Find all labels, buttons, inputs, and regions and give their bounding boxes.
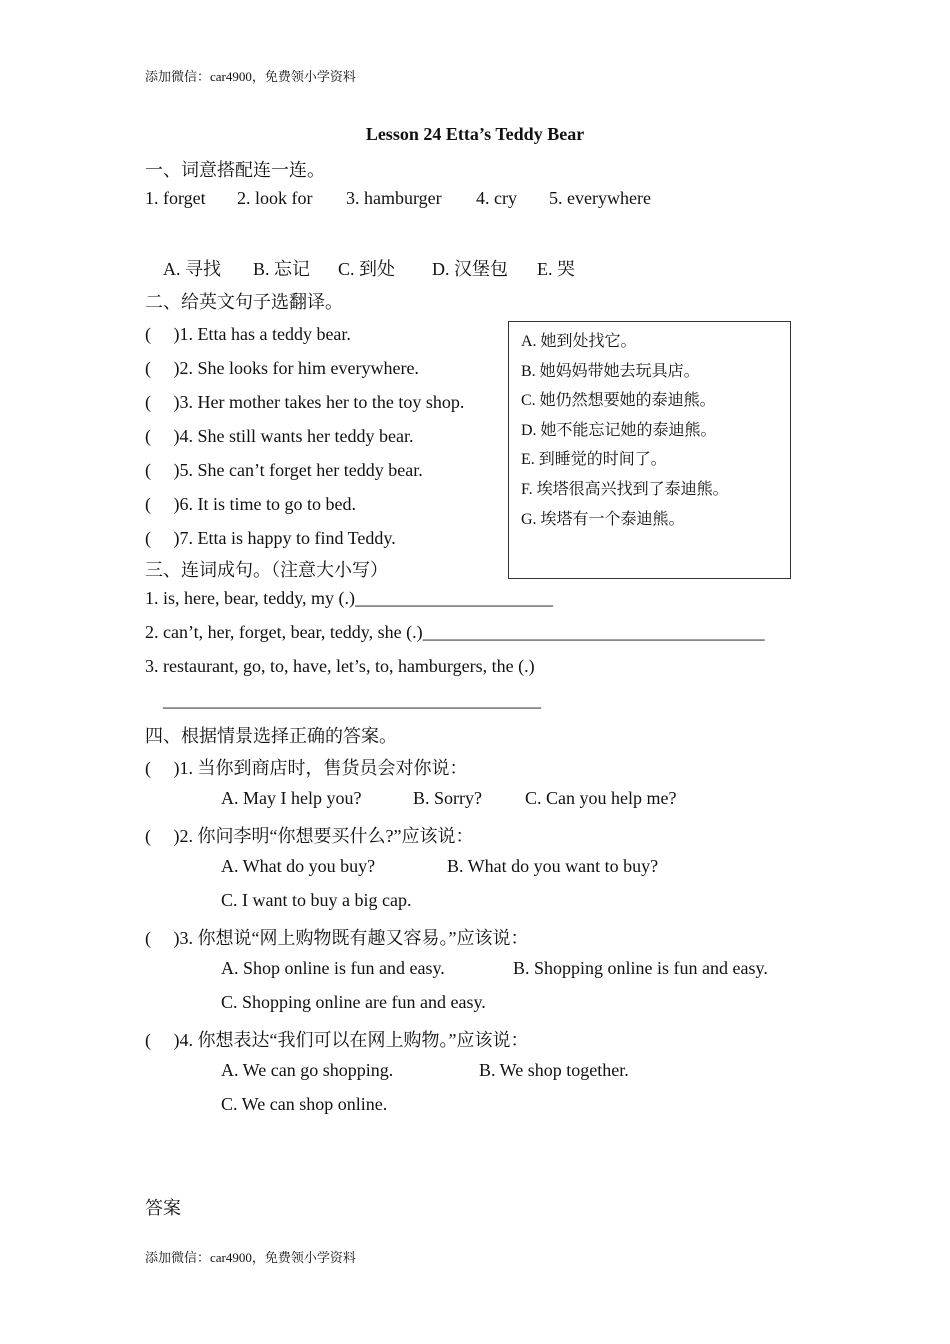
page-header: 添加微信：car4900，免费领小学资料 <box>145 69 356 84</box>
sentence-item: ( )2. She looks for him everywhere. <box>145 358 419 378</box>
page-title: Lesson 24 Etta’s Teddy Bear <box>365 124 585 144</box>
sentence-item: ( )6. It is time to go to bed. <box>145 494 356 514</box>
answer-heading: 答案 <box>145 1198 181 1218</box>
translation-option: B. 她妈妈带她去玩具店。 <box>521 363 700 380</box>
sentence-item: ( )1. Etta has a teddy bear. <box>145 324 351 344</box>
translation-option: E. 到睡觉的时间了。 <box>521 451 667 468</box>
page-footer: 添加微信：car4900，免费领小学资料 <box>145 1250 356 1265</box>
sentence-item: ( )3. Her mother takes her to the toy shop. <box>145 392 465 412</box>
meaning-item: E. 哭 <box>537 259 575 279</box>
section4-heading: 四、根据情景选择正确的答案。 <box>145 726 397 746</box>
meaning-item: B. 忘记 <box>253 259 311 279</box>
section2-heading: 二、给英文句子选翻译。 <box>145 292 343 312</box>
answer-line: __________________________________________ <box>163 690 541 710</box>
question-stem: ( )1. 当你到商店时，售货员会对你说： <box>145 758 468 778</box>
choice-a: A. We can go shopping. <box>221 1060 394 1080</box>
choice-c: C. I want to buy a big cap. <box>221 890 412 910</box>
choice-c: C. Can you help me? <box>525 788 677 808</box>
choice-a: A. Shop online is fun and easy. <box>221 958 445 978</box>
sentence-build-item: 2. can’t, her, forget, bear, teddy, she (.)______________________________________ <box>145 622 765 642</box>
choice-b: B. We shop together. <box>479 1060 629 1080</box>
section3-heading: 三、连词成句。（注意大小写） <box>145 560 388 580</box>
translation-option: C. 她仍然想要她的泰迪熊。 <box>521 392 716 409</box>
word-item: 1. forget <box>145 188 206 208</box>
word-item: 2. look for <box>237 188 313 208</box>
translation-option: F. 埃塔很高兴找到了泰迪熊。 <box>521 481 729 498</box>
choice-b: B. Sorry? <box>413 788 482 808</box>
choice-b: B. What do you want to buy? <box>447 856 659 876</box>
sentence-build-item: 3. restaurant, go, to, have, let’s, to, hamburgers, the (.) <box>145 656 535 676</box>
question-stem: ( )2. 你问李明“你想要买什么?”应该说： <box>145 826 474 846</box>
choice-a: A. May I help you? <box>221 788 362 808</box>
choice-c: C. We can shop online. <box>221 1094 388 1114</box>
translation-option: A. 她到处找它。 <box>521 333 637 350</box>
translation-option: G. 埃塔有一个泰迪熊。 <box>521 511 685 528</box>
sentence-item: ( )4. She still wants her teddy bear. <box>145 426 414 446</box>
word-item: 5. everywhere <box>549 188 651 208</box>
choice-b: B. Shopping online is fun and easy. <box>513 958 768 978</box>
meaning-item: D. 汉堡包 <box>432 259 508 279</box>
section1-heading: 一、词意搭配连一连。 <box>145 160 325 180</box>
sentence-item: ( )7. Etta is happy to find Teddy. <box>145 528 396 548</box>
sentence-item: ( )5. She can’t forget her teddy bear. <box>145 460 423 480</box>
sentence-build-item: 1. is, here, bear, teddy, my (.)______________________ <box>145 588 554 608</box>
question-stem: ( )4. 你想表达“我们可以在网上购物。”应该说： <box>145 1030 529 1050</box>
meaning-item: C. 到处 <box>338 259 396 279</box>
meaning-item: A. 寻找 <box>163 259 221 279</box>
choice-a: A. What do you buy? <box>221 856 376 876</box>
translation-options-box <box>508 321 791 579</box>
word-item: 3. hamburger <box>346 188 442 208</box>
word-item: 4. cry <box>476 188 517 208</box>
choice-c: C. Shopping online are fun and easy. <box>221 992 486 1012</box>
question-stem: ( )3. 你想说“网上购物既有趣又容易。”应该说： <box>145 928 529 948</box>
translation-option: D. 她不能忘记她的泰迪熊。 <box>521 422 717 439</box>
